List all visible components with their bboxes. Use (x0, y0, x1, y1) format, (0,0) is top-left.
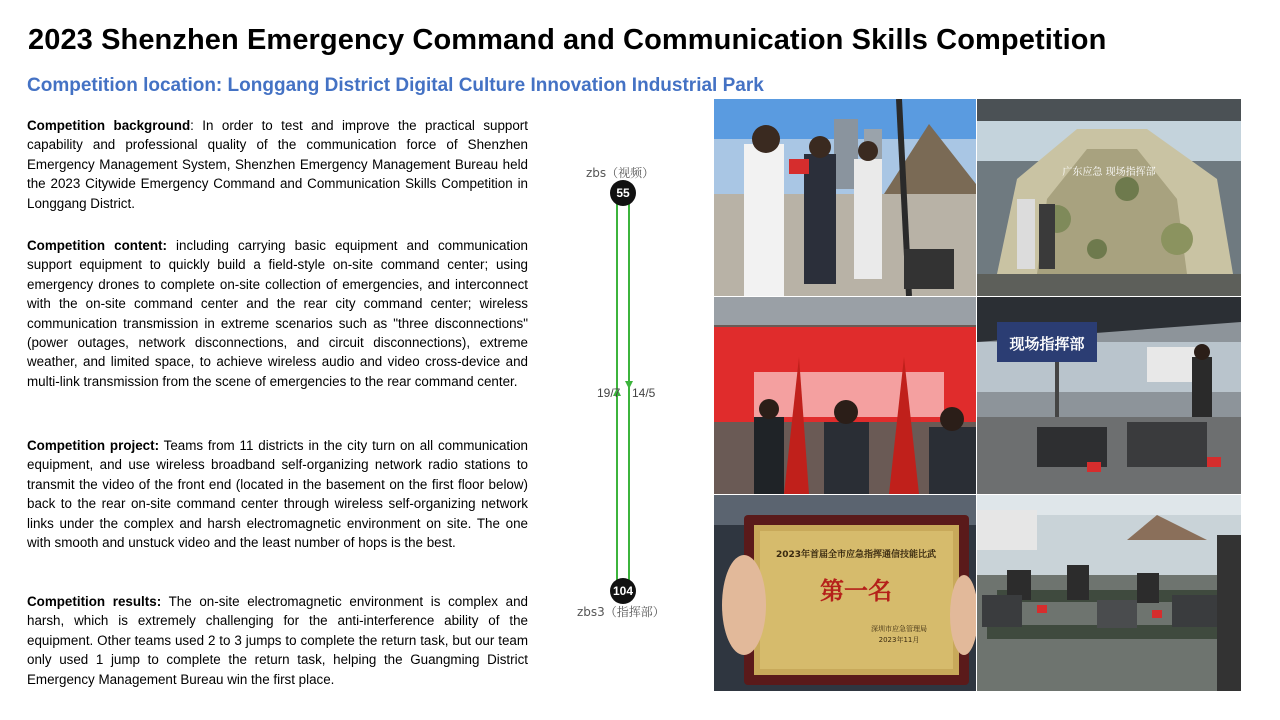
bottom-node-id: 104 (612, 584, 634, 598)
section-body: The on-site electromagnetic environment is complex and harsh, which is extremely challenging for the anti-interference ability of the equipment. Other teams used 2 to 3 jumps to complete the return task, but our team only used 1 jump to complete the return task, helping the Guangming District Emergency Management Bureau win the first place. (27, 594, 528, 687)
uplink-label: 19/7 (597, 386, 621, 400)
section-content (27, 236, 528, 391)
section-background (27, 116, 528, 213)
photo-collage (714, 99, 1241, 691)
top-node-id: 55 (616, 186, 630, 200)
section-heading: Competition results: (27, 594, 162, 609)
section-project (27, 436, 528, 552)
section-heading: Competition content: (27, 238, 167, 253)
network-link-diagram (560, 150, 690, 630)
plaque-issuer: 深圳市应急管理局 (871, 625, 927, 633)
top-node-label: zbs（视频） (586, 166, 655, 180)
bottom-node-label: zbs3（指挥部） (577, 605, 665, 619)
photo-award-ceremony (714, 297, 976, 494)
section-heading: Competition project: (27, 438, 160, 453)
photo-first-place-plaque (714, 495, 976, 691)
banner-sign-text: 现场指挥部 (1009, 335, 1085, 353)
photo-equipment-tables (977, 495, 1241, 691)
section-body: including carrying basic equipment and communication support equipment to quickly build a field-style on-site command center; using emergency drones to complete on-site collection of emergencies, and interconnect with the on-site command center and the rear city command center; wireless communication transmission in extreme scenarios such as "three disconnections" (power outages, network disconnections, and circuit disconnections), extreme weather, and limited space, to achieve wireless audio and video cross-device and multi-link transmission from the scene of emergencies to the rear command center. (27, 238, 528, 389)
plaque-award: 第一名 (820, 576, 892, 605)
section-body: : In order to test and improve the practical support capability and professional quality of the communication force of Shenzhen Emergency Management System, Shenzhen Emergency Management Bureau held the 2023 Citywide Emergency Command and Communication Skills Competition in Longgang District. (27, 118, 528, 211)
downlink-label: 14/5 (632, 386, 656, 400)
section-body: Teams from 11 districts in the city turn on all communication equipment, and use wireless broadband self-organizing network radio stations to transmit the video of the front end (located in the basement on the first floor below) back to the rear on-site command center through wireless self-organizing network links under the complex and harsh electromagnetic environment on site. The one with smooth and unstuck video and the least number of hops is the best. (27, 438, 528, 551)
page-title: 2023 Shenzhen Emergency Command and Communication Skills Competition (28, 24, 1107, 56)
plaque-title: 2023年首届全市应急指挥通信技能比武 (775, 550, 937, 560)
tent-sign-text: 广东应急 现场指挥部 (1062, 167, 1156, 178)
section-results (27, 592, 528, 689)
section-heading: Competition background (27, 118, 191, 133)
photo-command-tent (977, 99, 1241, 296)
plaque-date: 2023年11月 (878, 636, 920, 644)
photo-onsite-command-tent (977, 297, 1241, 494)
page-subtitle: Competition location: Longgang District Digital Culture Innovation Industrial Park (27, 75, 764, 96)
photo-field-inspection (714, 99, 976, 296)
